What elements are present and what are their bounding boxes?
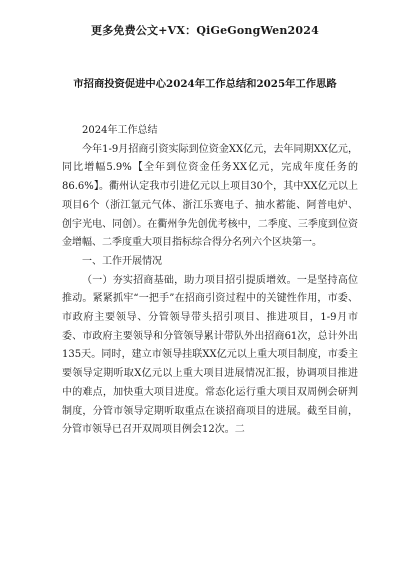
section-heading-work: 一、工作开展情况 bbox=[82, 255, 162, 267]
document-body bbox=[62, 122, 358, 440]
document-title: 市招商投资促进中心2024年工作总结和2025年工作思路 bbox=[73, 78, 337, 90]
paragraph-foundation: （一）夯实招商基础，助力项目招引提质增效。一是坚持高位推动。紧紧抓牢“一把手”在招商引资过程中的关键性作用，市委、市政府主要领导、分管领导带头招引项目、推进项目，1-9月市委、市政府主要领导和分管领导累计带队外出招商61次，总计外出135天。同时，建立市领导挂联XX亿元以上重大项目制度，市委主要领导定期听取X亿元以上重大项目进展情况汇报，协调项目推进中的难点，加快重大项目进度。常态化运行重大项目双周例会研判制度，分管市领导定期听取重点在谈招商项目的进展。截至目前，分管市领导已召开双周项目例会12次。二 bbox=[62, 274, 358, 436]
section-heading-summary: 2024年工作总结 bbox=[82, 125, 158, 136]
promo-header: 更多免费公文+VX：QiGeGongWen2024 bbox=[91, 24, 319, 37]
paragraph-overview: 今年1-9月招商引资实际到位资金XX亿元，去年同期XX亿元，同比增幅5.9%【全年到位资金任务XX亿元，完成年度任务的86.6%】。衢州认定我市引进亿元以上项目30个，其中XX亿元以上项目6个（浙江氩元气体、浙江乐赛电子、抽水蓄能、阿普电炉、创宇光电、同创）。在衢州争先创优考核中，二季度、三季度到位资金增幅、二季度重大项目指标综合得分名列六个区块第一。 bbox=[62, 143, 358, 249]
